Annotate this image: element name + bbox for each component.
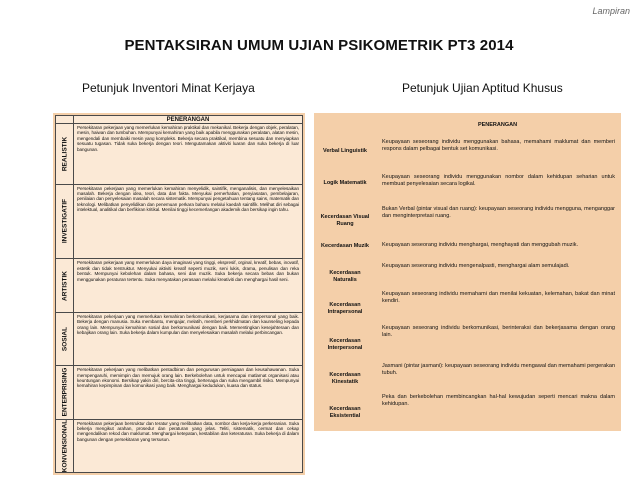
- table-row: [56, 312, 303, 365]
- interest-inventory-panel: [53, 113, 305, 475]
- aptitude-name: Kecerdasan Eksistential: [329, 406, 361, 419]
- type-cell: [56, 259, 74, 312]
- aptitude-name: Logik Matematik: [323, 180, 367, 186]
- subtitle-right: Petunjuk Ujian Aptitud Khusus: [402, 81, 563, 95]
- type-description: Persekitaran pekerjaan yang memerlukan kemahiran berkomunikasi, kerjasama dan interpersonal yang baik. Bekerja dengan manusia. Suka membantu, mengajar, melatih, memberi perkhidmatan dan kaunseling kepada orang lain. Mempunyai kemahiran sosial dan berkomunikasi dengan baik. Mementingkan kesejahteraan dan kebajikan orang lain. Suka bekerja dalam kumpulan dan menyelesaikan masalah melalui perbincangan.: [74, 312, 303, 365]
- type-cell: [56, 124, 74, 185]
- table-row: [56, 184, 303, 259]
- aptitude-description: Keupayaan seseorang individu menggunakan bahasa, memahami maklumat dan memberi respons dalam pelbagai bentuk set komunikasi.: [382, 139, 615, 152]
- type-label: INVESTIGATIF: [61, 199, 68, 244]
- corner-label: Lampiran: [592, 6, 630, 16]
- aptitude-header: PENERANGAN: [477, 122, 518, 128]
- aptitude-description: Keupayaan seseorang individu menggunakan nombor dalam kehidupan seharian untuk membuat penyelesaian secara logikal.: [382, 174, 615, 187]
- table-header: PENERANGAN: [74, 116, 303, 124]
- type-cell: [56, 184, 74, 259]
- table-row: [56, 419, 303, 472]
- aptitude-panel: [314, 113, 621, 431]
- aptitude-description: Bukan Verbal (pintar visual dan ruang): keupayaan seseorang individu mengguna, menganggar dan menginterpretasi ruang.: [382, 206, 615, 219]
- type-cell: [56, 366, 74, 419]
- aptitude-name: Kecerdasan Visual Ruang: [320, 214, 370, 227]
- type-description: Persekitaran pekerjaan yang memerlukan daya imaginasi yang tinggi, ekspresif, orginal, kreatif, bebas, inovatif, estetik dan tidak terstruktur. Menyukai aktiviti kreatif seperti muzik, seni lukis, drama, penulisan dan reka bentuk. Mempunyai kebolehan dalam bahasa, seni dan muzik. Suka bekerja secara bebas dan bukan menggunakan peraturan tertentu. Suka menyatakan perasaan melalui kreativiti dan menghargai hasil seni.: [74, 259, 303, 312]
- type-label: SOSIAL: [61, 326, 68, 352]
- type-cell: [56, 312, 74, 365]
- aptitude-description: Keupayaan seseorang individu berkomunikasi, berinteraksi dan bekerjasama dengan orang lain.: [382, 325, 615, 338]
- aptitude-description: Jasmani (pintar jasmani): keupayaan seseorang individu mengawal dan memahami pergerakan tubuh.: [382, 363, 615, 376]
- aptitude-description: Keupayaan seseorang individu mengenalpasti, menghargai alam semulajadi.: [382, 263, 570, 269]
- aptitude-name: Kecerdasan Naturalis: [329, 270, 361, 283]
- table-row: [56, 259, 303, 312]
- type-description: Persekitaran pekerjaan yang memerlukan kemahiran menyelidik, saintifik, menganalisis, dan menyelesaikan masalah. Bekerja dengan idea, teori, data dan fakta. Menyukai pemerhatian, penyiasatan, pembelajaran, penilaian dan penyelesaian masalah secara sistematik. Mempunyai pengetahuan tentang sains, matematik dan teknologi. Melibatkan penyelidikan dan penemuan perkara baharu melalui kaedah saintifik. Melihat diri sebagai intelektual, analitikal dan berfikiran kritikal. Menilai tinggi kecemerlangan akademik dan bersikap ingin tahu.: [74, 184, 303, 259]
- subtitle-left: Petunjuk Inventori Minat Kerjaya: [82, 81, 255, 95]
- page-title: PENTAKSIRAN UMUM UJIAN PSIKOMETRIK PT3 2014: [124, 37, 514, 54]
- type-label: REALISTIK: [61, 136, 68, 171]
- aptitude-description: Peka dan berkebolehan membincangkan hal-hal kewujudan seperti mencari makna dalam kehidupan.: [382, 394, 615, 407]
- aptitude-name: Kecerdasan Interpersonal: [327, 338, 363, 351]
- aptitude-name: Verbal Linguistik: [322, 148, 367, 154]
- type-cell: [56, 419, 74, 472]
- aptitude-name: Kecerdasan Kinestatik: [329, 372, 361, 385]
- type-description: Persekitaran pekerjaan bersruktur dan teratur yang melibatkan data, nombor dan kerja-kerja perkeranian. Suka bekerja mengikut arahan, prosedur dan peraturan yang jelas. Teliti, sistematik, cermat dan cekap mengendalikan rekod dan maklumat. Menghargai ketepatan, kestabilan dan keteraturan. Suka bekerja di dalam bangunan dengan persekitaran yang tersusun.: [74, 419, 303, 472]
- type-description: Persekitaran pekerjaan yang melibatkan pentadbiran dan pengurusan perniagaan dan keusahawanan. Suka mempengaruhi, memimpin dan memujuk orang lain. Berkebolehan untuk mencapai matlamat organisasi atau keuntungan ekonomi. Bersikap yakin diri, bercita-cita tinggi, bertenaga dan suka mengambil risiko. Mempunyai kemahiran kepimpinan dan komunikasi yang baik. Menghargai kedudukan, kuasa dan status.: [74, 366, 303, 419]
- aptitude-name: Kecerdasan Intrapersonal: [327, 302, 363, 315]
- aptitude-name: Kecerdasan Muzik: [321, 243, 369, 249]
- table-row: [56, 366, 303, 419]
- type-description: Persekitaran pekerjaan yang memerlukan kemahiran praktikal dan mekanikal. Bekerja dengan objek, peralatan, mesin, haiwan dan tumbuhan. Mempunyai kemahiran yang baik apabila menggunakan peralatan, alatan mesin, mengendali dan membaiki mesin yang kompleks. Bekerja secara praktikal, membina sesuatu dan menyiapkan sesuatu tugasan. Tidak suka bekerja dengan teori. Mengutamakan aktiviti luaran dan suka bekerja di luar bangunan.: [74, 124, 303, 185]
- aptitude-description: Keupayaan seseorang individu menghargai, menghayati dan menggubah muzik.: [382, 242, 578, 248]
- aptitude-description: Keupayaan seseorang individu memahami dan menilai kekuatan, kelemahan, bakat dan minat kendiri.: [382, 291, 615, 304]
- table-row: [56, 124, 303, 185]
- table-corner: [56, 116, 74, 124]
- type-label: KONVENSIONAL: [61, 419, 68, 472]
- type-label: ARTISTIK: [61, 270, 68, 301]
- type-label: ENTERPRISING: [61, 367, 68, 417]
- interest-inventory-table: [55, 115, 303, 473]
